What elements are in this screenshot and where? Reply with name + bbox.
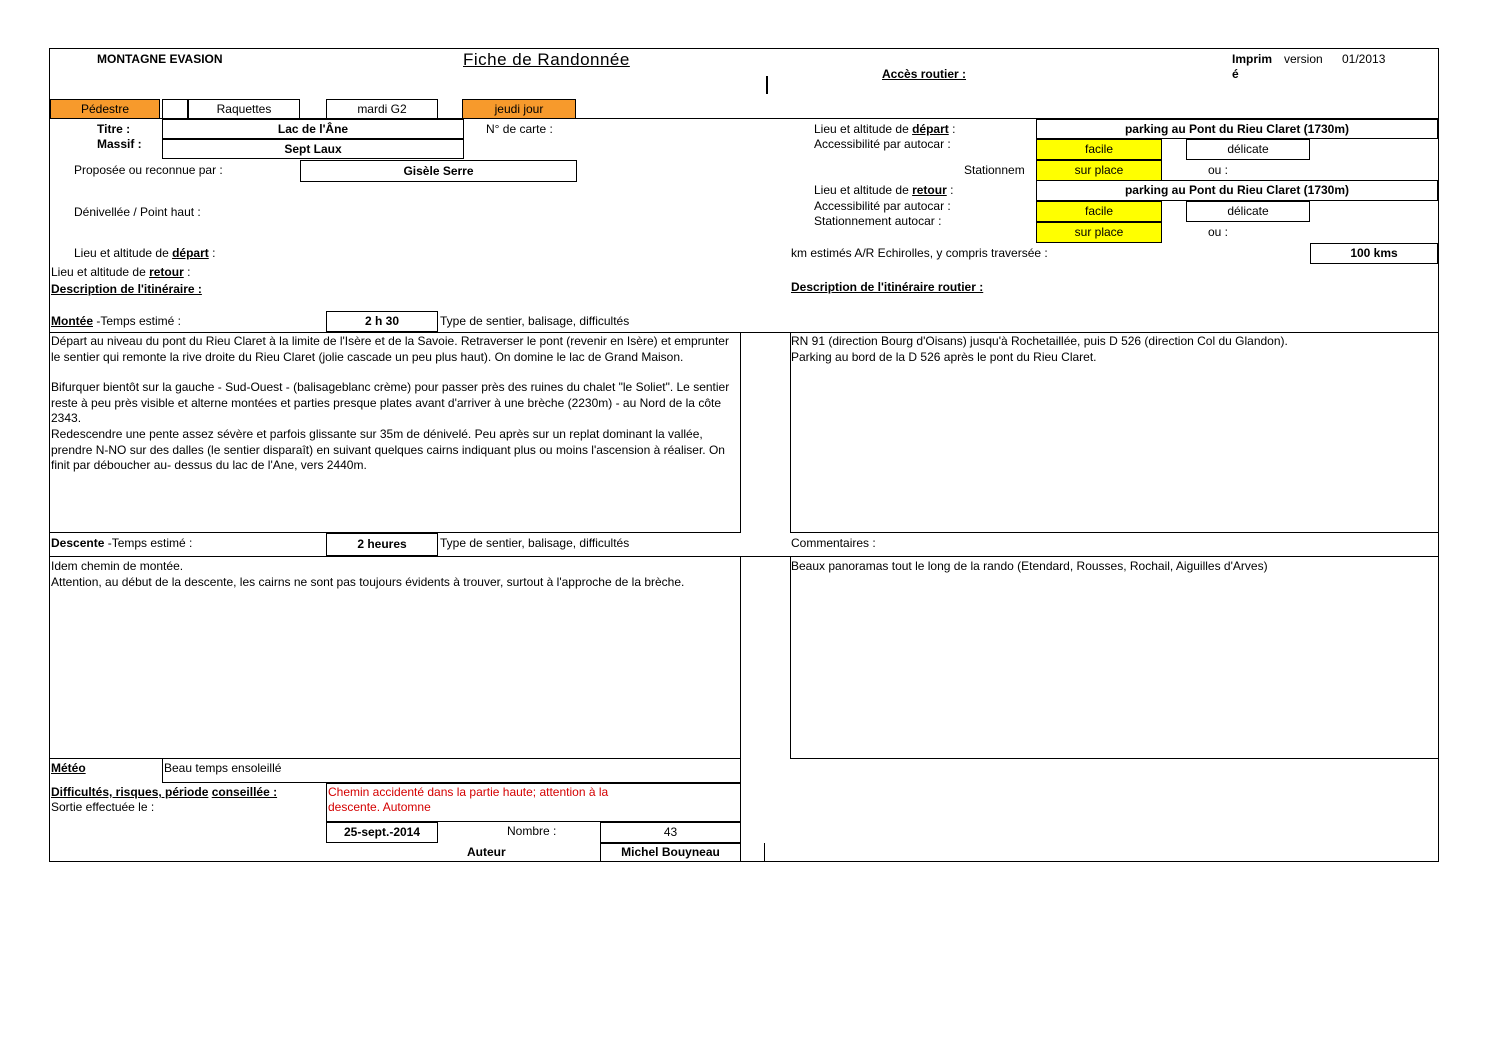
- nombre-label: Nombre :: [507, 824, 557, 838]
- ou-label-1: ou :: [1208, 163, 1229, 177]
- nombre-value[interactable]: 43: [600, 822, 741, 843]
- club-name: MONTAGNE EVASION: [97, 52, 223, 66]
- montee-paragraph-2: Bifurquer bientôt sur la gauche - Sud-Ouest - (balisageblanc crème) pour passer près des ruines du chalet "le Soliet". Le sentier reste à peu près visible et alterne montées et parties presque plates avant d'arriver à une brèche (2230m) - au Nord de la côte 2343.: [51, 380, 730, 425]
- facile-cell-1[interactable]: facile: [1036, 139, 1162, 160]
- category-empty[interactable]: [162, 99, 188, 119]
- commentaires-box: [790, 556, 1439, 759]
- descente-paragraph-2: Attention, au début de la descente, les cairns ne sont pas toujours évidents à trouver, surtout à l'approche de la brèche.: [51, 575, 685, 589]
- cursor-mark-bottom: [764, 843, 765, 862]
- page-title: Fiche de Randonnée: [463, 50, 630, 69]
- category-mardi[interactable]: mardi G2: [326, 99, 438, 119]
- stationnement-label-1: Stationnem: [964, 163, 1025, 177]
- descente-label: Descente -Temps estimé :: [51, 536, 193, 550]
- category-pedestre[interactable]: Pédestre: [50, 99, 160, 119]
- auteur-label: Auteur: [467, 845, 506, 859]
- acces-routier-heading: Accès routier :: [882, 67, 967, 81]
- proposee-value[interactable]: Gisèle Serre: [300, 160, 577, 182]
- description-routier-heading: Description de l'itinéraire routier :: [791, 280, 984, 294]
- routier-line-1: RN 91 (direction Bourg d'Oisans) jusqu'à Rochetaillée, puis D 526 (direction Col du Glandon).: [791, 334, 1288, 348]
- retour-value-right[interactable]: parking au Pont du Rieu Claret (1730m): [1036, 180, 1438, 201]
- retour-label-left: Lieu et altitude de retour :: [51, 265, 191, 279]
- accessibilite-label-1: Accessibilité par autocar :: [814, 137, 951, 151]
- difficultes-value-line-2: descente. Automne: [328, 800, 431, 814]
- version-label: version: [1284, 52, 1323, 66]
- carte-label: N° de carte :: [486, 122, 553, 136]
- routier-line-2: Parking au bord de la D 526 après le pont du Rieu Claret.: [791, 350, 1097, 364]
- retour-label-right: Lieu et altitude de retour :: [814, 183, 954, 197]
- ou-label-2: ou :: [1208, 225, 1229, 239]
- surplace-cell-1[interactable]: sur place: [1036, 160, 1162, 181]
- sortie-date[interactable]: 25-sept.-2014: [326, 822, 438, 843]
- descente-sentier-label: Type de sentier, balisage, difficultés: [440, 536, 630, 550]
- version-value: 01/2013: [1342, 52, 1386, 66]
- montee-label: Montée -Temps estimé :: [51, 314, 182, 328]
- km-value[interactable]: 100 kms: [1310, 243, 1438, 264]
- montee-sentier-label: Type de sentier, balisage, difficultés: [440, 314, 630, 328]
- surplace-cell-2[interactable]: sur place: [1036, 222, 1162, 243]
- denivelee-label: Dénivellée / Point haut :: [74, 205, 201, 219]
- imprime-label-end: é: [1232, 67, 1239, 81]
- stationnement-label-2: Stationnement autocar :: [814, 214, 942, 228]
- meteo-value: Beau temps ensoleillé: [164, 761, 282, 775]
- accessibilite-label-2: Accessibilité par autocar :: [814, 199, 951, 213]
- delicate-cell-1[interactable]: délicate: [1186, 139, 1310, 160]
- descente-paragraph-1: Idem chemin de montée.: [51, 559, 184, 573]
- km-label: km estimés A/R Echirolles, y compris traversée :: [791, 246, 1048, 260]
- massif-value[interactable]: Sept Laux: [162, 139, 464, 159]
- cursor-mark: [766, 76, 768, 94]
- imprime-label: Imprim: [1232, 52, 1273, 66]
- descente-time[interactable]: 2 heures: [326, 533, 438, 556]
- commentaires-text: Beaux panoramas tout le long de la rando (Etendard, Rousses, Rochail, Aiguilles d'Arves): [791, 559, 1268, 573]
- depart-value-right[interactable]: parking au Pont du Rieu Claret (1730m): [1036, 119, 1438, 139]
- difficultes-label: Difficultés, risques, période conseillée :: [51, 785, 278, 799]
- montee-time[interactable]: 2 h 30: [326, 311, 438, 332]
- proposee-label: Proposée ou reconnue par :: [74, 163, 223, 177]
- description-itineraire-heading: Description de l'itinéraire :: [51, 282, 202, 296]
- meteo-label: Météo: [51, 761, 86, 775]
- delicate-cell-2[interactable]: délicate: [1186, 201, 1310, 222]
- titre-value[interactable]: Lac de l'Âne: [162, 119, 464, 139]
- category-jeudi[interactable]: jeudi jour: [462, 99, 576, 119]
- sortie-label: Sortie effectuée le :: [51, 800, 155, 814]
- commentaires-label: Commentaires :: [791, 536, 876, 550]
- depart-label-right: Lieu et altitude de départ :: [814, 122, 956, 136]
- titre-label: Titre :: [97, 122, 131, 136]
- massif-label: Massif :: [97, 137, 142, 151]
- facile-cell-2[interactable]: facile: [1036, 201, 1162, 222]
- difficultes-value-line-1: Chemin accidenté dans la partie haute; attention à la: [328, 785, 609, 799]
- montee-paragraph-3: Redescendre une pente assez sévère et parfois glissante sur 35m de dénivelé. Peu après sur un replat dominant la vallée, prendre N-NO sur des dalles (le sentier disparaît) en suivant quelques cairns indiquant plus ou moins l'ascension à réaliser. On finit par déboucher au- dessus du lac de l'Ane, vers 2440m.: [51, 427, 725, 472]
- depart-label-left: Lieu et altitude de départ :: [74, 246, 216, 260]
- auteur-value[interactable]: Michel Bouyneau: [600, 843, 741, 862]
- category-raquettes[interactable]: Raquettes: [188, 99, 300, 119]
- montee-paragraph-1: Départ au niveau du pont du Rieu Claret à la limite de l'Isère et de la Savoie. Retraverser le pont (revenir en Isère) et emprunter le sentier qui remonte la rive droite du Rieu Claret (jolie cascade un peu plus haut). On domine le lac de Grand Maison.: [51, 334, 729, 364]
